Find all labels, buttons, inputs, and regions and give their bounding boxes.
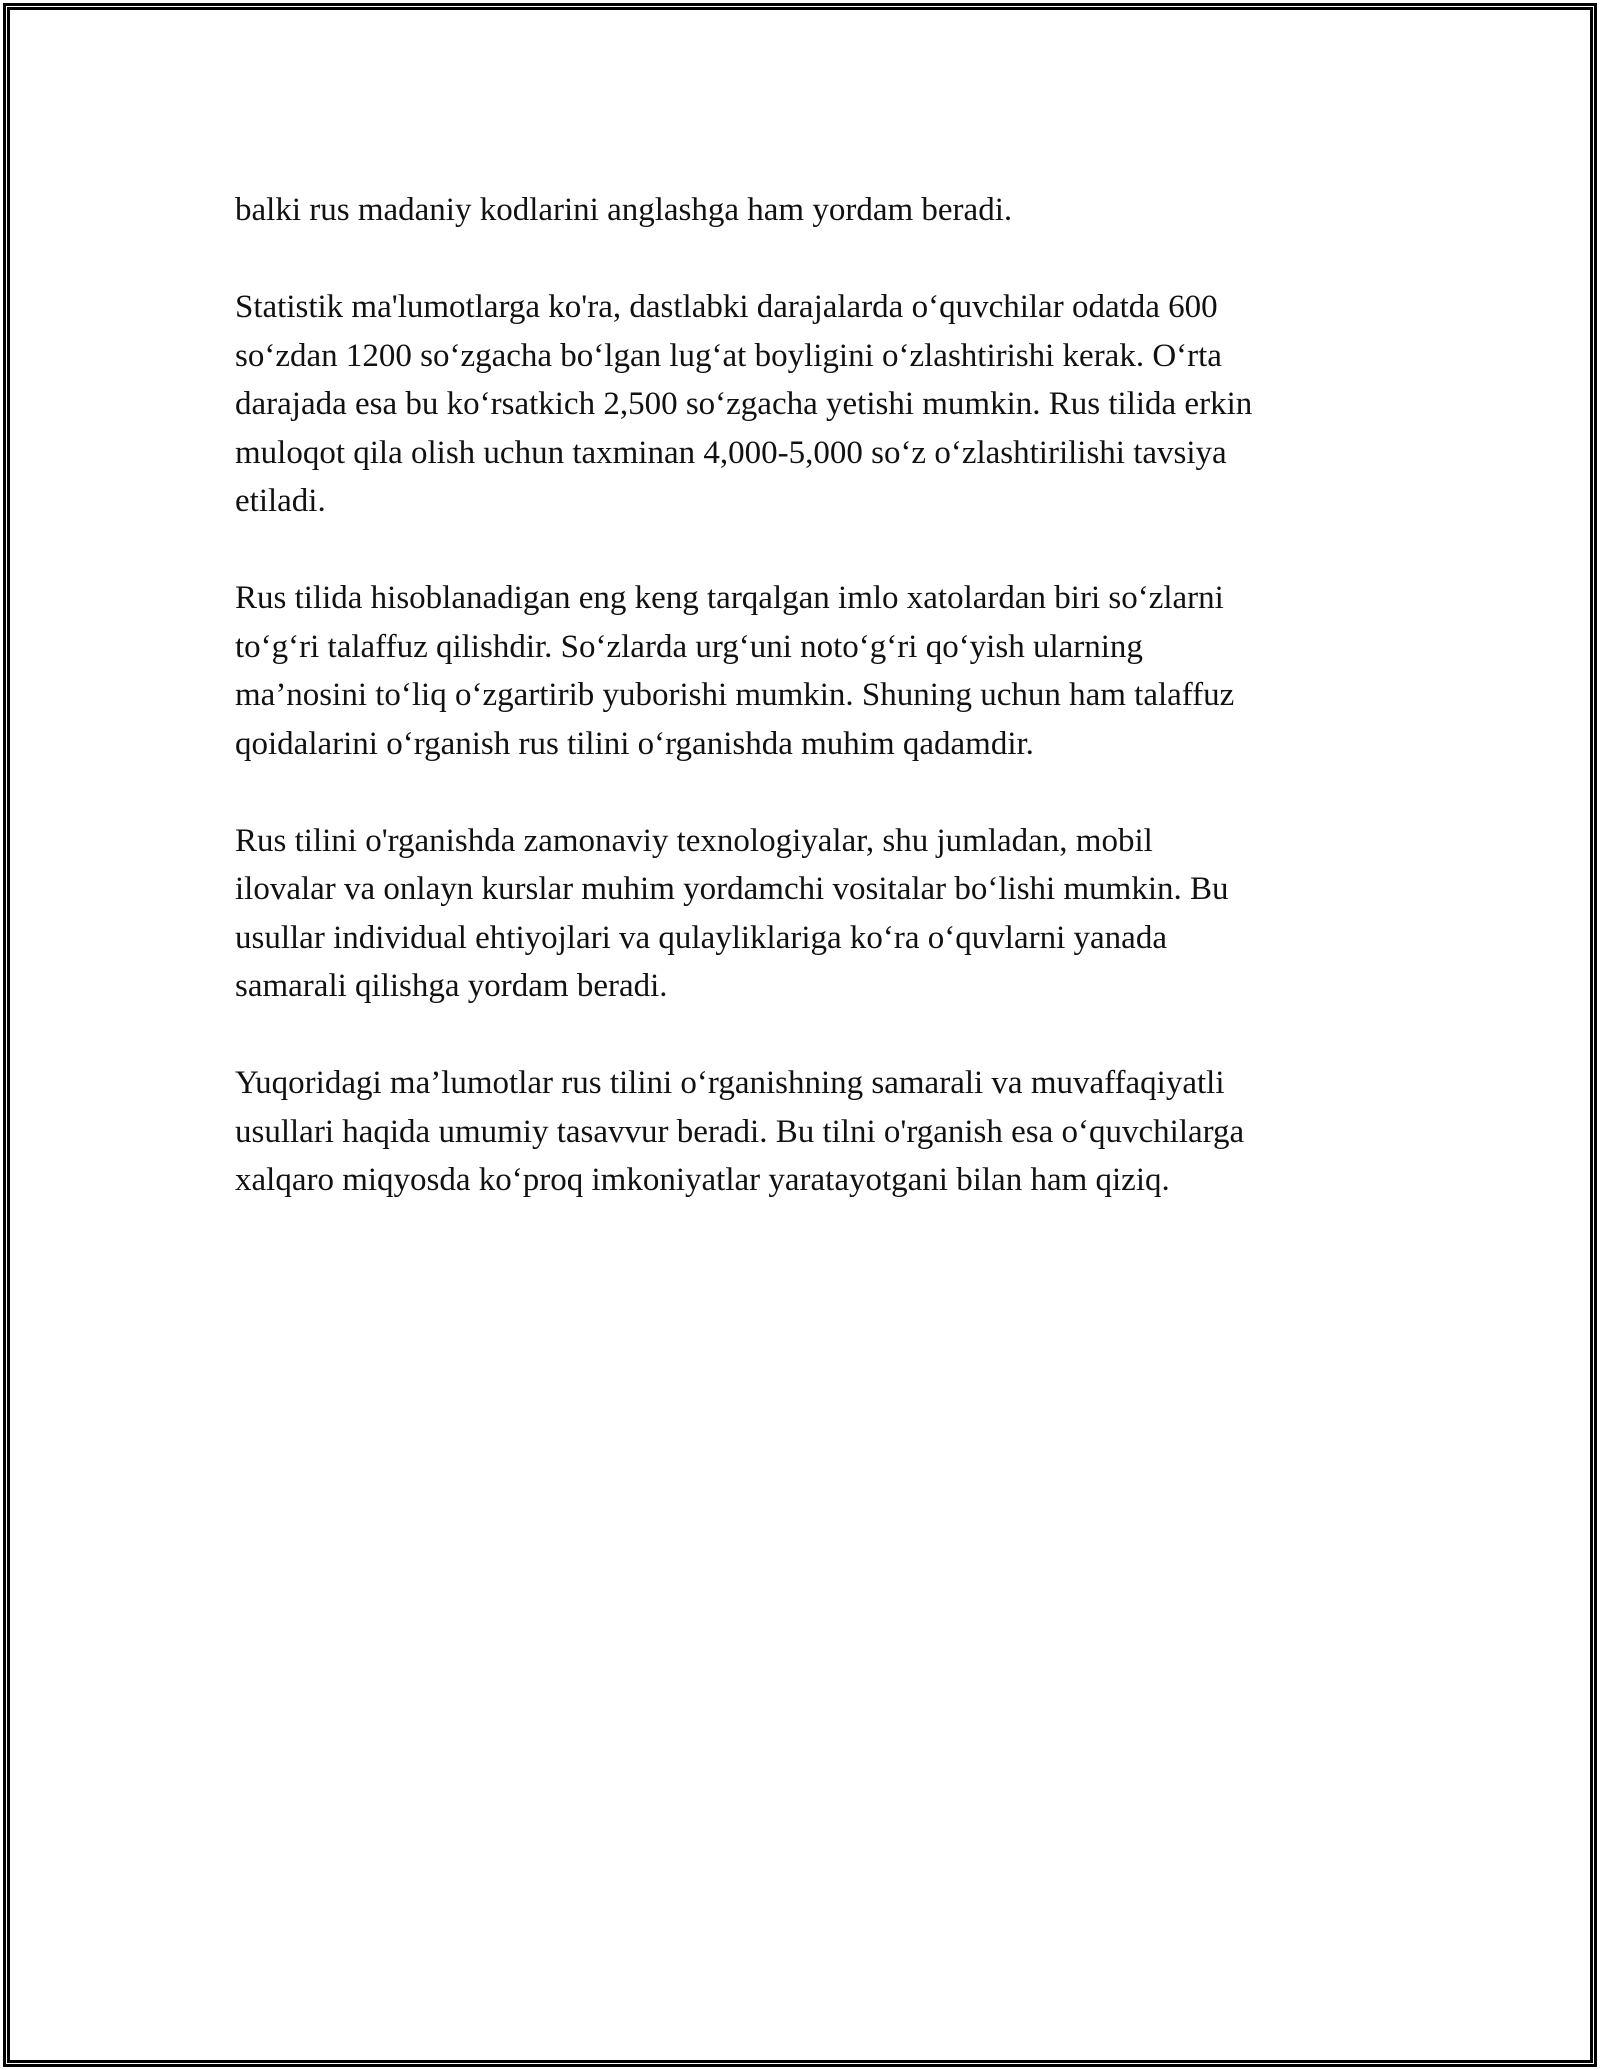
text-line: Yuqoridagi ma’lumotlar rus tilini o‘rganishning samarali va muvaffaqiyatli (235, 1065, 1225, 1101)
paragraph-5 (235, 1059, 1375, 1205)
text-line: samarali qilishga yordam beradi. (235, 968, 668, 1004)
text-line: Rus tilida hisoblanadigan eng keng tarqalgan imlo xatolardan biri so‘zlarni (235, 580, 1224, 616)
text-line: Rus tilini o'rganishda zamonaviy texnologiyalar, shu jumladan, mobil (235, 822, 1153, 859)
text-line: usullar individual ehtiyojlari va qulayliklariga ko‘ra o‘quvlarni yanada (235, 919, 1167, 956)
text-line: etiladi. (235, 483, 326, 519)
text-line: usullari haqida umumiy tasavvur beradi. Bu tilni o'rganish esa o‘quvchilarga (235, 1113, 1245, 1150)
text-line: ilovalar va onlayn kurslar muhim yordamchi vositalar bo‘lishi mumkin. Bu (235, 871, 1229, 907)
text-line: xalqaro miqyosda ko‘proq imkoniyatlar yaratayotgani bilan ham qiziq. (235, 1162, 1170, 1198)
text-line: to‘g‘ri talaffuz qilishdir. So‘zlarda urg‘uni noto‘g‘ri qo‘yish ularning (235, 628, 1143, 665)
text-line: so‘zdan 1200 so‘zgacha bo‘lgan lug‘at boyligini o‘zlashtirishi kerak. O‘rta (235, 337, 1222, 374)
paragraph-1 (235, 186, 1375, 235)
text-line: ma’nosini to‘liq o‘zgartirib yuborishi mumkin. Shuning uchun ham talaffuz (235, 677, 1235, 713)
paragraph-2 (235, 283, 1375, 526)
text-line: qoidalarini o‘rganish rus tilini o‘rganishda muhim qadamdir. (235, 725, 1034, 762)
paragraph-4 (235, 817, 1375, 1011)
paragraph-3 (235, 574, 1375, 768)
document-body (235, 186, 1375, 1253)
text-line: balki rus madaniy kodlarini anglashga ham yordam beradi. (235, 192, 1013, 228)
text-line: muloqot qila olish uchun taxminan 4,000-5,000 so‘z o‘zlashtirilishi tavsiya (235, 434, 1227, 471)
text-line: Statistik ma'lumotlarga ko'ra, dastlabki darajalarda o‘quvchilar odatda 600 (235, 289, 1218, 325)
text-line: darajada esa bu ko‘rsatkich 2,500 so‘zgacha yetishi mumkin. Rus tilida erkin (235, 386, 1253, 422)
